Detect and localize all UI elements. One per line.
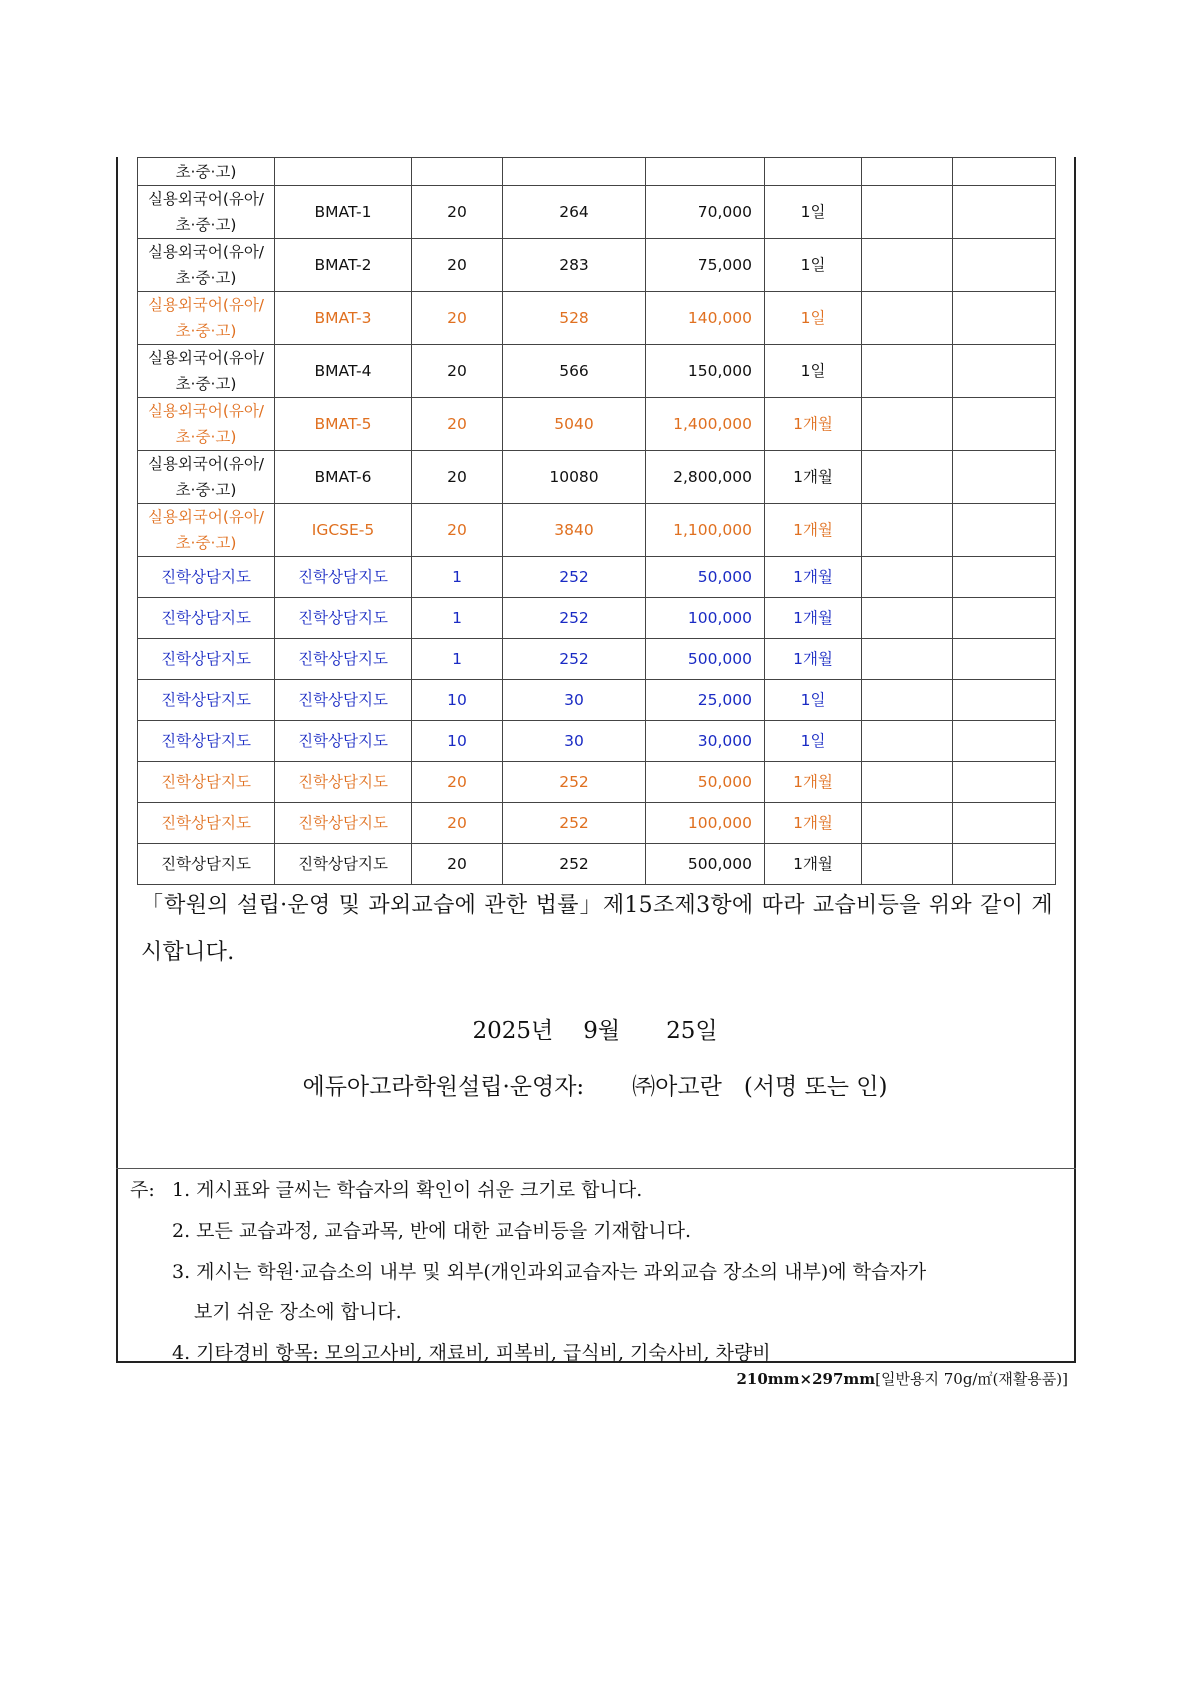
empty-cell: [862, 803, 953, 844]
capacity-cell: 20: [412, 398, 503, 451]
fee-cell: 50,000: [646, 762, 765, 803]
course-cell: BMAT-1: [275, 186, 412, 239]
capacity-cell: 20: [412, 345, 503, 398]
date-year: 2025년: [472, 1018, 554, 1044]
table-row: [138, 721, 1056, 762]
empty-cell: [862, 557, 953, 598]
hours-cell: 566: [503, 345, 646, 398]
table-row-partial: [138, 158, 1056, 186]
table-row: [138, 239, 1056, 292]
empty-cell: [862, 598, 953, 639]
empty-cell: [862, 762, 953, 803]
period-cell: 1일: [765, 345, 862, 398]
empty-cell: [953, 398, 1056, 451]
table-row: [138, 844, 1056, 885]
fee-cell: 100,000: [646, 598, 765, 639]
date-day: 25일: [666, 1018, 718, 1044]
hours-cell: 252: [503, 844, 646, 885]
table-row: [138, 186, 1056, 239]
legal-notice: 「학원의 설립·운영 및 과외교습에 관한 법률」제15조제3항에 따라 교습비등을 위와 같이 게시합니다.: [141, 893, 1053, 965]
period-cell: 1개월: [765, 557, 862, 598]
capacity-cell: 20: [412, 239, 503, 292]
table-row: [138, 398, 1056, 451]
course-cell: 진학상담지도: [275, 803, 412, 844]
period-cell: 1개월: [765, 803, 862, 844]
course-cell: BMAT-3: [275, 292, 412, 345]
empty-cell: [953, 451, 1056, 504]
course-cell: BMAT-2: [275, 239, 412, 292]
period-cell: 1개월: [765, 504, 862, 557]
notes-head: 주:: [130, 1179, 155, 1201]
paper-size: 210mm×297mm: [736, 1370, 876, 1388]
period-cell: 1개월: [765, 762, 862, 803]
empty-cell: [953, 186, 1056, 239]
empty-cell: [862, 504, 953, 557]
empty-cell: [862, 680, 953, 721]
subject-cell: 초·중·고): [138, 158, 275, 186]
hours-cell: 528: [503, 292, 646, 345]
subject-cell: 진학상담지도: [138, 844, 275, 885]
hours-cell: 10080: [503, 451, 646, 504]
note-item-4: 4. 기타경비 항목: 모의고사비, 재료비, 피복비, 급식비, 기숙사비, 차량비: [172, 1342, 771, 1364]
hours-cell: 252: [503, 803, 646, 844]
table-row: [138, 598, 1056, 639]
fee-cell: 150,000: [646, 345, 765, 398]
empty-cell: [862, 844, 953, 885]
table-row: [138, 292, 1056, 345]
empty-cell: [862, 639, 953, 680]
period-cell: 1개월: [765, 598, 862, 639]
empty-cell: [862, 186, 953, 239]
subject-cell: 진학상담지도: [138, 557, 275, 598]
note-item-2: 2. 모든 교습과정, 교습과목, 반에 대한 교습비등을 기재합니다.: [172, 1220, 692, 1242]
empty-cell: [953, 639, 1056, 680]
period-cell: 1개월: [765, 639, 862, 680]
fee-cell: 500,000: [646, 639, 765, 680]
operator-label: 에듀아고라학원설립·운영자:: [302, 1074, 585, 1100]
fee-cell: 75,000: [646, 239, 765, 292]
course-cell: 진학상담지도: [275, 721, 412, 762]
course-cell: 진학상담지도: [275, 639, 412, 680]
period-cell: 1일: [765, 292, 862, 345]
subject-cell: 진학상담지도: [138, 598, 275, 639]
operator-name: ㈜아고란: [632, 1074, 722, 1100]
subject-cell: 실용외국어(유아/초·중·고): [138, 451, 275, 504]
note-item-3: 3. 게시는 학원·교습소의 내부 및 외부(개인과외교습자는 과외교습 장소의 내부)에 학습자가: [172, 1261, 927, 1283]
period-cell: 1개월: [765, 451, 862, 504]
period-cell: 1일: [765, 239, 862, 292]
date-line: [0, 1012, 1190, 1045]
hours-cell: 252: [503, 598, 646, 639]
empty-cell: [953, 803, 1056, 844]
subject-cell: 진학상담지도: [138, 721, 275, 762]
subject-cell: 실용외국어(유아/초·중·고): [138, 504, 275, 557]
fee-cell: 1,100,000: [646, 504, 765, 557]
note-item-3-cont: 보기 쉬운 장소에 합니다.: [194, 1301, 402, 1323]
fee-cell: 50,000: [646, 557, 765, 598]
period-cell: 1일: [765, 680, 862, 721]
capacity-cell: 20: [412, 292, 503, 345]
hours-cell: 30: [503, 721, 646, 762]
course-cell: IGCSE-5: [275, 504, 412, 557]
table-row: [138, 504, 1056, 557]
paper-spec: [736, 1368, 1068, 1389]
hours-cell: 252: [503, 557, 646, 598]
course-cell: 진학상담지도: [275, 557, 412, 598]
empty-cell: [953, 504, 1056, 557]
empty-cell: [953, 557, 1056, 598]
fee-cell: 30,000: [646, 721, 765, 762]
course-cell: 진학상담지도: [275, 598, 412, 639]
note-item-1: 1. 게시표와 글씨는 학습자의 확인이 쉬운 크기로 합니다.: [172, 1179, 643, 1201]
capacity-cell: 20: [412, 186, 503, 239]
empty-cell: [953, 721, 1056, 762]
table-row: [138, 451, 1056, 504]
fee-table: [137, 157, 1056, 885]
hours-cell: 30: [503, 680, 646, 721]
table-row: [138, 557, 1056, 598]
capacity-cell: 20: [412, 762, 503, 803]
course-cell: 진학상담지도: [275, 680, 412, 721]
fee-cell: 500,000: [646, 844, 765, 885]
empty-cell: [953, 844, 1056, 885]
signature-suffix: (서명 또는 인): [743, 1074, 888, 1100]
course-cell: BMAT-6: [275, 451, 412, 504]
empty-cell: [953, 598, 1056, 639]
hours-cell: 252: [503, 639, 646, 680]
empty-cell: [862, 398, 953, 451]
paper-spec-detail: [일반용지 70g/㎡(재활용품)]: [875, 1370, 1068, 1388]
subject-cell: 실용외국어(유아/초·중·고): [138, 345, 275, 398]
empty-cell: [953, 239, 1056, 292]
capacity-cell: 20: [412, 803, 503, 844]
capacity-cell: 10: [412, 721, 503, 762]
table-row: [138, 762, 1056, 803]
table-row: [138, 639, 1056, 680]
subject-cell: 실용외국어(유아/초·중·고): [138, 292, 275, 345]
fee-cell: 25,000: [646, 680, 765, 721]
fee-cell: 1,400,000: [646, 398, 765, 451]
hours-cell: 264: [503, 186, 646, 239]
signature-line: [0, 1068, 1190, 1101]
notes-divider: [116, 1168, 1076, 1169]
period-cell: 1개월: [765, 844, 862, 885]
period-cell: 1일: [765, 186, 862, 239]
capacity-cell: 1: [412, 639, 503, 680]
empty-cell: [953, 762, 1056, 803]
date-month: 9월: [583, 1018, 621, 1044]
period-cell: 1일: [765, 721, 862, 762]
table-row: [138, 680, 1056, 721]
course-cell: BMAT-5: [275, 398, 412, 451]
fee-cell: 70,000: [646, 186, 765, 239]
hours-cell: 3840: [503, 504, 646, 557]
subject-cell: 진학상담지도: [138, 639, 275, 680]
empty-cell: [862, 239, 953, 292]
subject-cell: 진학상담지도: [138, 680, 275, 721]
period-cell: 1개월: [765, 398, 862, 451]
course-cell: BMAT-4: [275, 345, 412, 398]
empty-cell: [862, 721, 953, 762]
empty-cell: [953, 680, 1056, 721]
capacity-cell: 1: [412, 598, 503, 639]
subject-cell: 진학상담지도: [138, 803, 275, 844]
course-cell: 진학상담지도: [275, 762, 412, 803]
fee-cell: 100,000: [646, 803, 765, 844]
empty-cell: [862, 451, 953, 504]
capacity-cell: 20: [412, 451, 503, 504]
hours-cell: 283: [503, 239, 646, 292]
capacity-cell: 20: [412, 504, 503, 557]
course-cell: 진학상담지도: [275, 844, 412, 885]
fee-cell: 140,000: [646, 292, 765, 345]
empty-cell: [953, 292, 1056, 345]
empty-cell: [862, 345, 953, 398]
capacity-cell: 20: [412, 844, 503, 885]
capacity-cell: 1: [412, 557, 503, 598]
subject-cell: 실용외국어(유아/초·중·고): [138, 239, 275, 292]
hours-cell: 252: [503, 762, 646, 803]
table-row: [138, 345, 1056, 398]
subject-cell: 실용외국어(유아/초·중·고): [138, 186, 275, 239]
subject-cell: 실용외국어(유아/초·중·고): [138, 398, 275, 451]
hours-cell: 5040: [503, 398, 646, 451]
fee-cell: 2,800,000: [646, 451, 765, 504]
table-row: [138, 803, 1056, 844]
subject-cell: 진학상담지도: [138, 762, 275, 803]
empty-cell: [862, 292, 953, 345]
capacity-cell: 10: [412, 680, 503, 721]
empty-cell: [953, 345, 1056, 398]
